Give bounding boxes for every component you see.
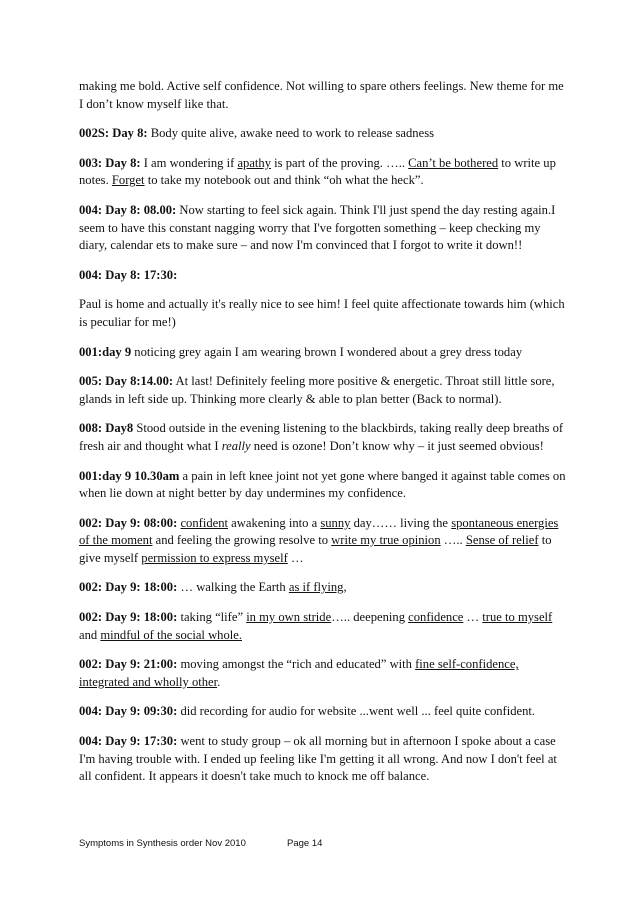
paragraph	[79, 155, 569, 190]
text-run: is part of the proving. …..	[271, 155, 409, 170]
paragraph	[79, 733, 569, 786]
underlined-text: Forget	[111, 173, 145, 188]
page-body	[79, 78, 569, 798]
underlined-text: Can’t be bothered	[408, 155, 499, 170]
text-run: day…… living the	[350, 515, 452, 530]
underlined-text: as if flying	[288, 580, 344, 595]
entry-label: 003: Day 8:	[79, 155, 141, 170]
underlined-text: mindful of the social whole.	[100, 627, 242, 642]
entry-label: 005: Day 8:14.00:	[79, 374, 174, 389]
text-run: went to study group – ok all morning but in afternoon I spoke about a case I'm having trouble with. I ended up feeling like I'm getting it all wrong. And now I don't feel at all confident. It appears it doesn't take much to knock me off balance.	[79, 734, 557, 784]
text-run: and	[79, 627, 101, 642]
paragraph	[79, 656, 569, 691]
paragraph	[79, 373, 569, 408]
text-run: Now starting to feel sick again. Think I'll just spend the day resting again.I seem to have this constant nagging worry that I've forgotten something – keep checking my diary, calendar ets to make sure – and now I'm convinced that I forgot to write it down!!	[79, 202, 556, 253]
entry-label: 004: Day 9: 09:30:	[79, 704, 178, 719]
entry-label: 002: Day 9: 18:00:	[79, 610, 178, 625]
text-run: …..	[440, 533, 466, 548]
underlined-text: spontaneous energies of the moment	[79, 515, 559, 548]
entry-label: 001:day 9	[79, 344, 132, 359]
underlined-text: true to myself	[482, 610, 553, 625]
text-run: ,	[343, 580, 347, 595]
entry-label: 004: Day 9: 17:30:	[79, 734, 178, 749]
underlined-text: apathy	[237, 155, 272, 170]
paragraph	[79, 78, 569, 113]
text-run: to take my notebook out and think “oh what the heck”.	[144, 173, 424, 188]
text-run: moving amongst the “rich and educated” with	[177, 657, 416, 672]
paragraph	[79, 202, 569, 255]
underlined-text: confident	[180, 515, 229, 530]
text-run: At last! Definitely feeling more positive & energetic. Throat still little sore, glands in left side up. Thinking more clearly & able to plan better (Back to normal).	[79, 374, 555, 406]
text-run: …	[463, 610, 483, 625]
entry-label: 002: Day 9: 08:00:	[79, 515, 178, 530]
paragraph	[79, 344, 569, 362]
paragraph	[79, 420, 569, 455]
underlined-text: fine self-confidence, integrated and wholly other	[79, 657, 519, 689]
underlined-text: Sense of relief	[465, 533, 539, 548]
text-run: need is ozone! Don’t know why – it just seemed obvious!	[250, 438, 544, 453]
paragraph	[79, 125, 569, 143]
text-run: ….. deepening	[331, 610, 409, 625]
underlined-text: confidence	[408, 610, 464, 625]
text-run: did recording for audio for website ...went well ... feel quite confident.	[177, 704, 536, 719]
entry-label: 004: Day 8: 08.00:	[79, 202, 177, 217]
text-run: to give myself	[79, 533, 552, 565]
underlined-text: write my true opinion	[331, 533, 441, 548]
entry-label: 002: Day 9: 18:00:	[79, 580, 178, 595]
paragraph	[79, 267, 569, 285]
text-run: taking “life”	[177, 610, 247, 625]
text-run: .	[217, 674, 221, 689]
text-run: …	[287, 550, 304, 565]
paragraph	[79, 579, 569, 597]
entry-label: 002: Day 9: 21:00:	[79, 657, 178, 672]
text-run: making me bold. Active self confidence. Not willing to spare others feelings. New theme for me I don’t know myself like that.	[79, 79, 564, 111]
text-run: Paul is home and actually it's really nice to see him! I feel quite affectionate towards him (which is peculiar for me!)	[79, 297, 565, 329]
entry-label: 001:day 9 10.30am	[79, 468, 180, 483]
text-run: noticing grey again I am wearing brown I wondered about a grey dress today	[131, 344, 523, 359]
text-run: and feeling the growing resolve to	[152, 533, 332, 548]
text-run: Body quite alive, awake need to work to release sadness	[147, 126, 434, 141]
footer-title: Symptoms in Synthesis order Nov 2010	[79, 838, 246, 849]
paragraph	[79, 296, 569, 331]
paragraph	[79, 468, 569, 503]
text-run: a pain in left knee joint not yet gone where banged it against table comes on when lie down at night better by day undermines my confidence.	[79, 468, 566, 501]
entry-label: 002S: Day 8:	[79, 126, 148, 141]
paragraph	[79, 703, 569, 721]
text-run: Stood outside in the evening listening to the blackbirds, taking really deep breaths of fresh air and thought what I	[79, 421, 564, 453]
underlined-text: permission to express myself	[141, 550, 288, 565]
entry-label: 004: Day 8: 17:30:	[79, 267, 178, 282]
text-run: … walking the Earth	[177, 580, 289, 595]
text-run: awakening into a	[228, 515, 321, 530]
underlined-text: sunny	[320, 515, 351, 530]
paragraph	[79, 515, 569, 568]
page-number: Page 14	[287, 838, 323, 849]
italic-text: really	[221, 438, 251, 453]
page-footer	[79, 838, 559, 854]
entry-label: 008: Day8	[79, 421, 134, 436]
text-run: to write up notes.	[79, 155, 556, 188]
text-run: I am wondering if	[140, 155, 238, 170]
paragraph	[79, 609, 569, 644]
underlined-text: in my own stride	[246, 610, 332, 625]
